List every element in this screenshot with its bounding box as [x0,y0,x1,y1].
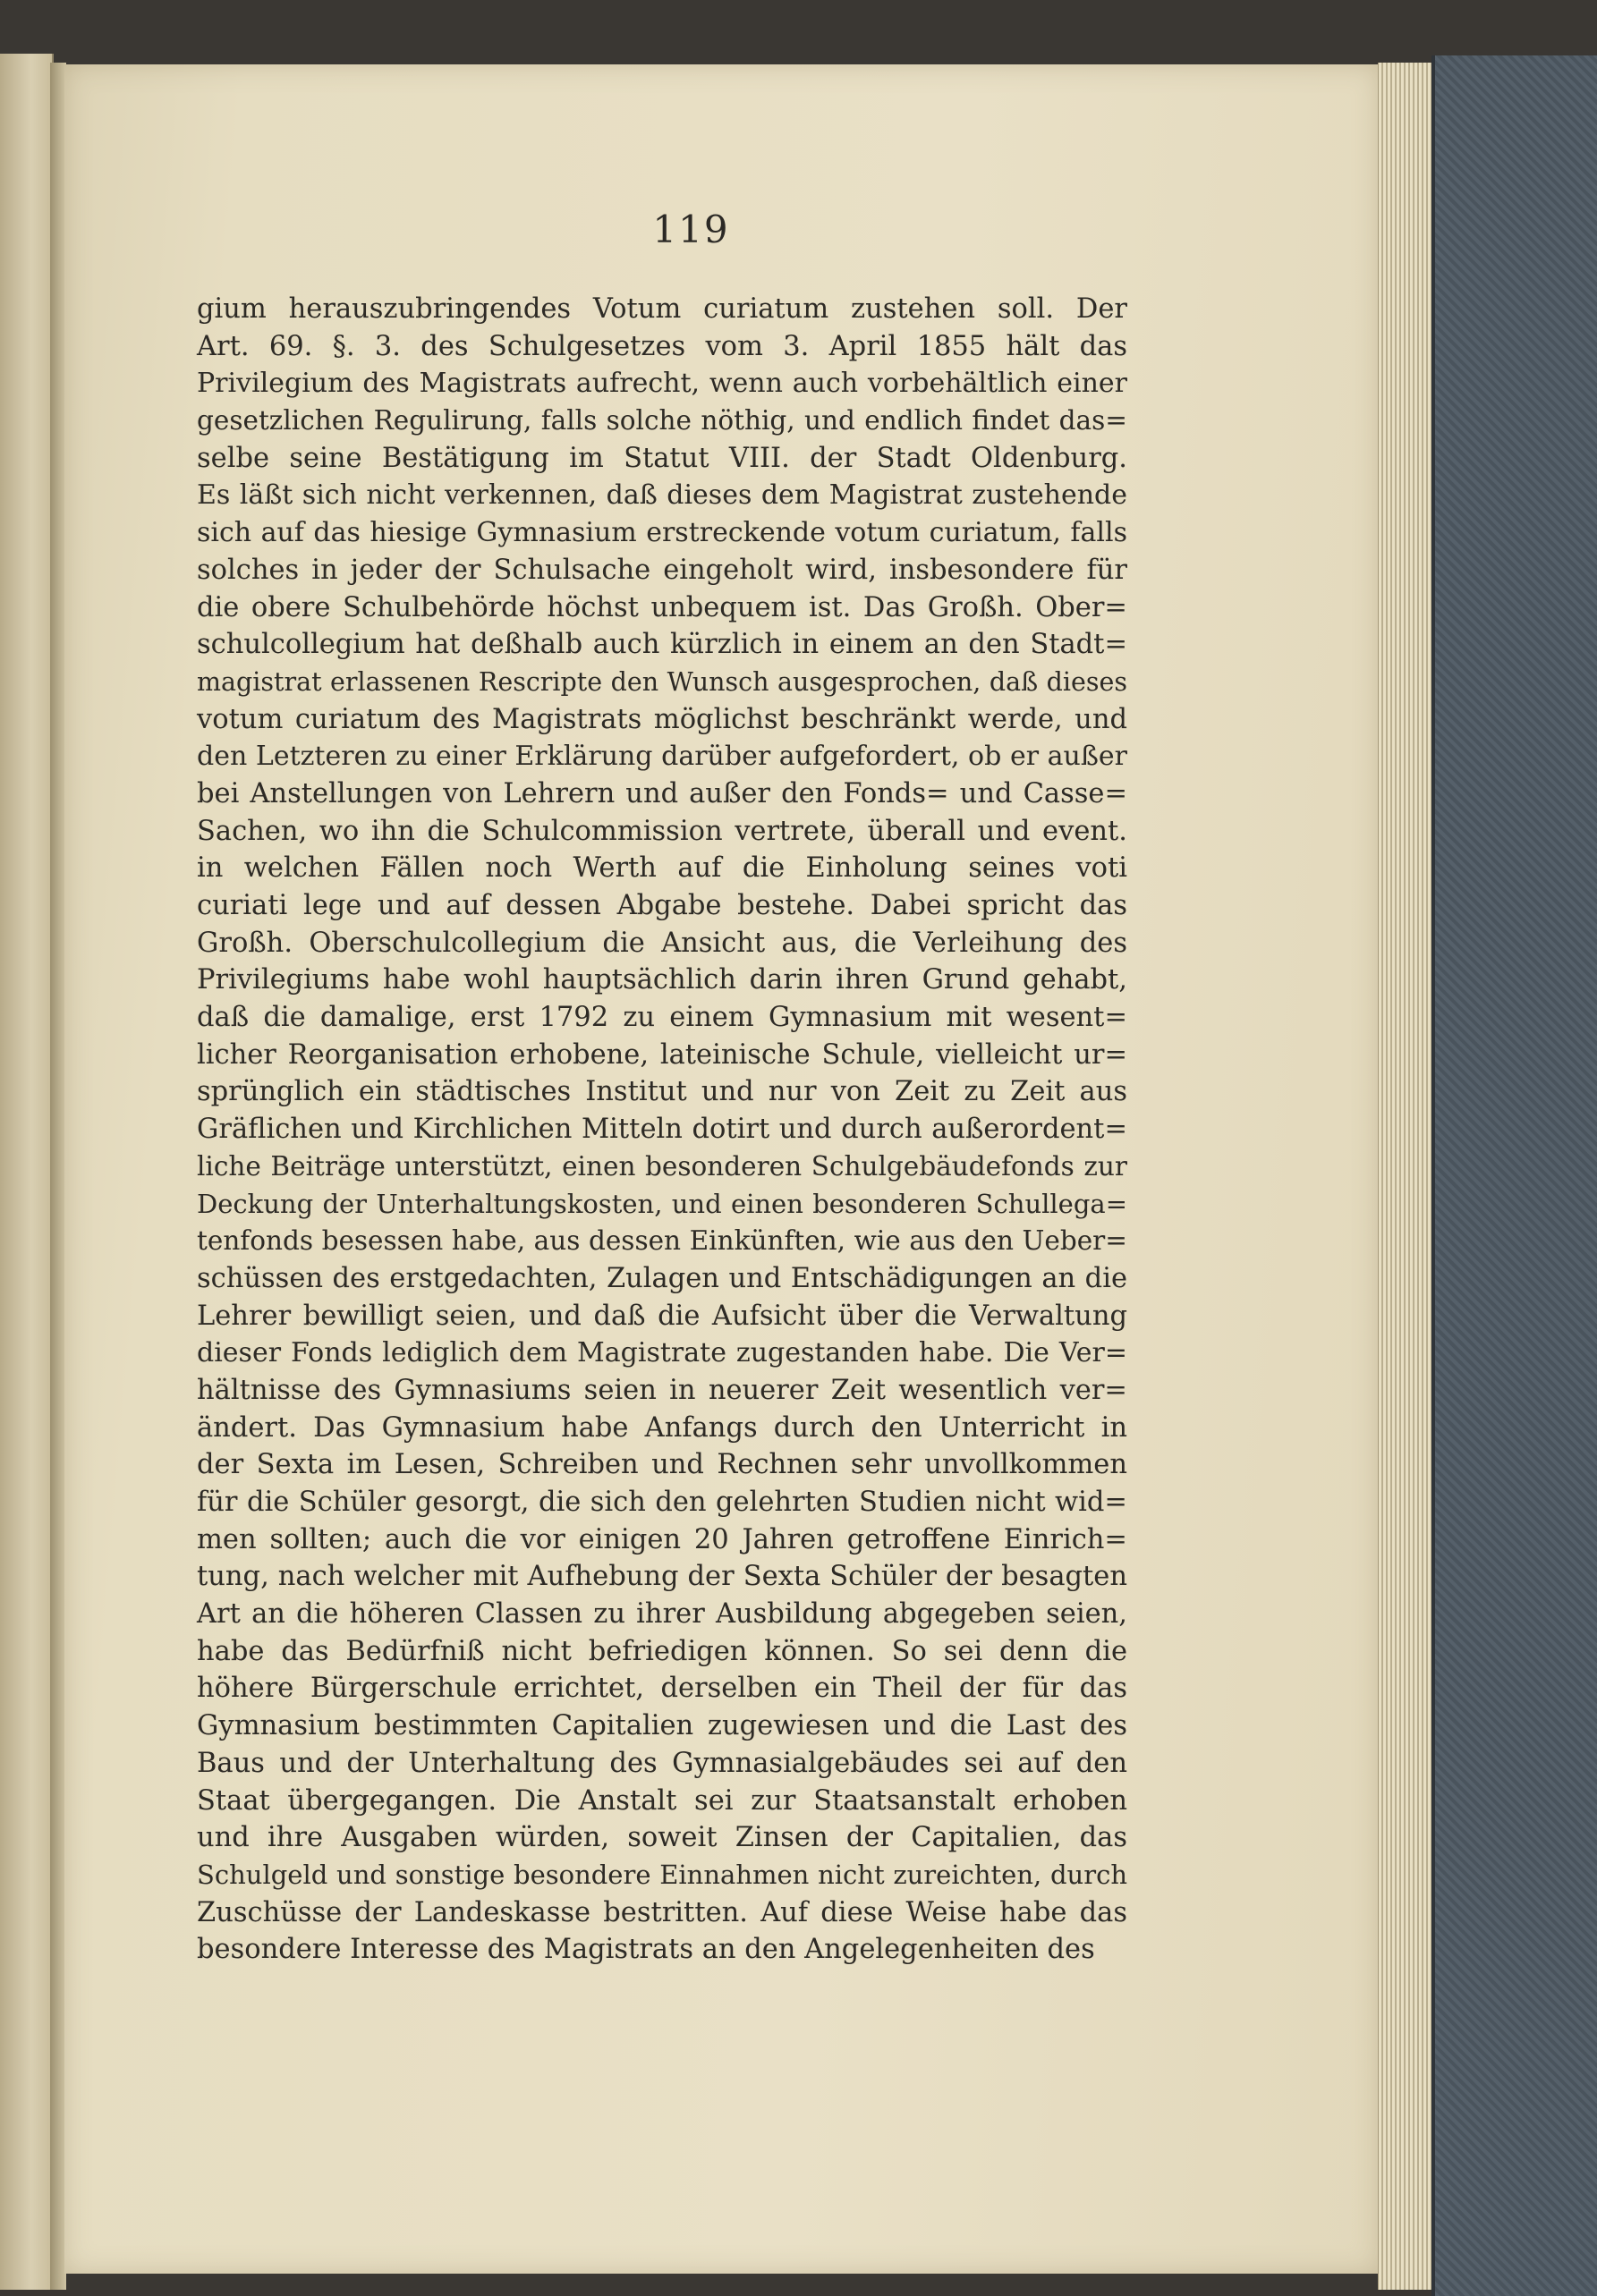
text-line: die obere Schulbehörde höchst unbequem ist. Das Großh. Ober= [197,591,1127,623]
text-line: besondere Interesse des Magistrats an den Angelegenheiten des [197,1934,1095,1966]
text-line: tenfonds besessen habe, aus dessen Einkünften, wie aus den Ueber= [197,1225,1127,1257]
text-line: licher Reorganisation erhobene, lateinische Schule, vielleicht ur= [197,1038,1127,1071]
text-line: schulcollegium hat deßhalb auch kürzlich in einem an den Stadt= [197,629,1127,661]
text-line: bei Anstellungen von Lehrern und außer den Fonds= und Casse= [197,777,1127,809]
text-line: Privilegiums habe wohl hauptsächlich darin ihren Grund gehabt, [197,964,1127,996]
book-cover [1431,55,1597,2296]
facing-page-edge [0,54,54,2290]
text-line: der Sexta im Lesen, Schreiben und Rechnen sehr unvollkommen [197,1449,1127,1481]
text-line: schüssen des erstgedachten, Zulagen und Entschädigungen an die [197,1262,1127,1294]
text-line: Zuschüsse der Landeskasse bestritten. Auf diese Weise habe das [197,1896,1127,1928]
text-line: Privilegium des Magistrats aufrecht, wenn auch vorbehältlich einer [197,368,1127,400]
text-line: Gräflichen und Kirchlichen Mitteln dotirt und durch außerordent= [197,1114,1127,1146]
text-line: gesetzlichen Regulirung, falls solche nöthig, und endlich findet das= [197,405,1127,436]
text-line: selbe seine Bestätigung im Statut VIII. der Stadt Oldenburg. [197,442,1127,474]
text-line: den Letzteren zu einer Erklärung darüber aufgefordert, ob er außer [197,741,1127,773]
text-line: sich auf das hiesige Gymnasium erstreckende votum curiatum, falls [197,517,1127,549]
text-line: magistrat erlassenen Rescripte den Wunsch ausgesprochen, daß dieses [197,666,1127,697]
text-line: Gymnasium bestimmten Capitalien zugewiesen und die Last des [197,1710,1127,1742]
text-line: dieser Fonds lediglich dem Magistrate zugestanden habe. Die Ver= [197,1337,1127,1369]
text-line: Sachen, wo ihn die Schulcommission vertrete, überall und event. [197,815,1127,847]
text-line: Staat übergegangen. Die Anstalt sei zur Staatsanstalt erhoben [197,1784,1127,1817]
text-line: und ihre Ausgaben würden, soweit Zinsen der Capitalien, das [197,1822,1127,1854]
text-line: tung, nach welcher mit Aufhebung der Sexta Schüler der besagten [197,1561,1127,1593]
text-line: höhere Bürgerschule errichtet, derselben ein Theil der für das [197,1673,1127,1705]
text-line: Großh. Oberschulcollegium die Ansicht aus, die Verleihung des [197,927,1127,959]
body-text [197,291,1127,1969]
text-line: solches in jeder der Schulsache eingeholt wird, insbesondere für [197,554,1127,586]
text-line: sprünglich ein städtisches Institut und nur von Zeit zu Zeit aus [197,1076,1127,1108]
text-line: gium herauszubringendes Votum curiatum zustehen soll. Der [197,293,1127,325]
text-line: hältnisse des Gymnasiums seien in neuerer Zeit wesentlich ver= [197,1374,1127,1406]
page-stack-edge [1378,63,1432,2290]
text-line: für die Schüler gesorgt, die sich den gelehrten Studien nicht wid= [197,1487,1127,1518]
text-line: ändert. Das Gymnasium habe Anfangs durch den Unterricht in [197,1411,1127,1444]
text-line: Schulgeld und sonstige besondere Einnahmen nicht zureichten, durch [197,1859,1127,1890]
text-line: Es läßt sich nicht verkennen, daß dieses dem Magistrat zustehende [197,479,1127,512]
text-line: curiati lege und auf dessen Abgabe bestehe. Dabei spricht das [197,890,1127,921]
text-line: votum curiatum des Magistrats möglichst beschränkt werde, und [197,703,1127,735]
text-line: men sollten; auch die vor einigen 20 Jahren getroffene Einrich= [197,1523,1127,1555]
page-number: 119 [652,208,730,251]
text-line: daß die damalige, erst 1792 zu einem Gymnasium mit wesent= [197,1002,1127,1034]
text-line: Baus und der Unterhaltung des Gymnasialgebäudes sei auf den [197,1747,1127,1779]
text-line: Lehrer bewilligt seien, und daß die Aufsicht über die Verwaltung [197,1300,1127,1332]
text-line: Art an die höheren Classen zu ihrer Ausbildung abgegeben seien, [197,1598,1127,1631]
text-line: in welchen Fällen noch Werth auf die Einholung seines voti [197,852,1127,885]
text-line: Art. 69. §. 3. des Schulgesetzes vom 3. April 1855 hält das [197,330,1127,362]
text-line: habe das Bedürfniß nicht befriedigen können. So sei denn die [197,1635,1127,1667]
text-line: Deckung der Unterhaltungskosten, und einen besonderen Schullega= [197,1188,1127,1219]
text-line: liche Beiträge unterstützt, einen besonderen Schulgebäudefonds zur [197,1150,1127,1182]
